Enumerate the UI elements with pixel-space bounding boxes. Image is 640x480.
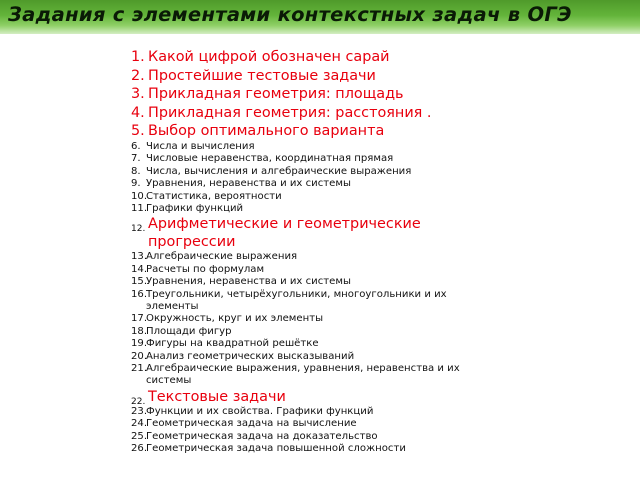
title-banner (0, 0, 640, 34)
item-text: Анализ геометрических высказываний (146, 350, 355, 362)
item-number: 4. (131, 104, 145, 121)
list-item (131, 251, 460, 263)
list-item (131, 418, 460, 430)
list-item (131, 104, 460, 123)
item-text-continuation: прогрессии (148, 234, 236, 251)
item-number: 7. (131, 153, 141, 165)
item-number: 3. (131, 86, 145, 103)
list-item (131, 215, 460, 251)
list-item (131, 363, 460, 388)
list-item (131, 289, 460, 314)
item-text: Текстовые задачи (148, 388, 286, 405)
item-text: Выбор оптимального варианта (148, 123, 385, 140)
item-text-continuation: элементы (146, 301, 199, 313)
item-number: 17. (131, 313, 148, 325)
item-text: Функции и их свойства. Графики функций (146, 405, 374, 417)
item-number: 13. (131, 251, 148, 263)
item-number: 2. (131, 67, 145, 84)
list-item (131, 166, 460, 178)
item-number: 16. (131, 288, 148, 300)
list-item (131, 85, 460, 104)
item-number: 5. (131, 123, 145, 140)
list-item (131, 326, 460, 338)
item-text: Простейшие тестовые задачи (148, 67, 376, 84)
item-number: 14. (131, 263, 148, 275)
item-text: Треугольники, четырёхугольники, многоугольники и их (146, 288, 447, 300)
list-item (131, 443, 460, 455)
list-item (131, 67, 460, 86)
item-number: 12. (131, 224, 146, 235)
item-text: Геометрическая задача на доказательство (146, 430, 378, 442)
item-text: Прикладная геометрия: площадь (148, 86, 404, 103)
item-text: Алгебраические выражения (146, 251, 298, 263)
list-item (131, 431, 460, 443)
list-item (131, 122, 460, 141)
item-number: 1. (131, 49, 145, 65)
item-text: Расчеты по формулам (146, 263, 265, 275)
list-item (131, 153, 460, 165)
item-text: Числа и вычисления (146, 140, 255, 152)
list-item (131, 48, 460, 67)
item-text: Площади фигур (146, 325, 232, 337)
list-item (131, 203, 460, 215)
list-item (131, 338, 460, 350)
item-number: 18. (131, 325, 148, 337)
item-number: 19. (131, 338, 148, 350)
item-number: 20. (131, 350, 148, 362)
list-item (131, 178, 460, 190)
item-text: Окружность, круг и их элементы (146, 313, 324, 325)
item-text: Статистика, вероятности (146, 190, 282, 202)
item-text: Алгебраические выражения, уравнения, неравенства и их (146, 363, 460, 375)
item-number: 23. (131, 405, 148, 417)
item-text: Какой цифрой обозначен сарай (148, 49, 390, 65)
list-item (131, 276, 460, 288)
item-number: 11. (131, 203, 148, 214)
item-number: 24. (131, 418, 148, 430)
list-item (131, 313, 460, 325)
item-text: Графики функций (146, 203, 244, 214)
item-number: 22. (131, 396, 146, 407)
item-number: 26. (131, 443, 148, 455)
item-text: Фигуры на квадратной решётке (146, 338, 319, 350)
item-number: 21. (131, 363, 148, 375)
item-text: Геометрическая задача повышенной сложности (146, 443, 406, 455)
item-number: 15. (131, 276, 148, 288)
item-number: 8. (131, 165, 141, 177)
page-title: Задания с элементами контекстных задач в ОГЭ (8, 3, 572, 26)
item-text: Уравнения, неравенства и их системы (146, 178, 351, 190)
item-text: Геометрическая задача на вычисление (146, 418, 357, 430)
item-text: Числовые неравенства, координатная прямая (146, 153, 394, 165)
item-text: Прикладная геометрия: расстояния . (148, 104, 432, 121)
item-text: Числа, вычисления и алгебраические выражения (146, 165, 412, 177)
list-item (131, 388, 460, 406)
item-text: Уравнения, неравенства и их системы (146, 276, 351, 288)
item-text: Арифметические и геометрические (148, 216, 421, 233)
list-item (131, 406, 460, 418)
list-item (131, 141, 460, 153)
list-item (131, 191, 460, 203)
task-list (131, 48, 460, 456)
item-text-continuation: системы (146, 375, 192, 387)
list-item (131, 264, 460, 276)
item-number: 25. (131, 430, 148, 442)
item-number: 6. (131, 140, 141, 152)
item-number: 10. (131, 190, 148, 202)
item-number: 9. (131, 178, 141, 190)
list-item (131, 351, 460, 363)
